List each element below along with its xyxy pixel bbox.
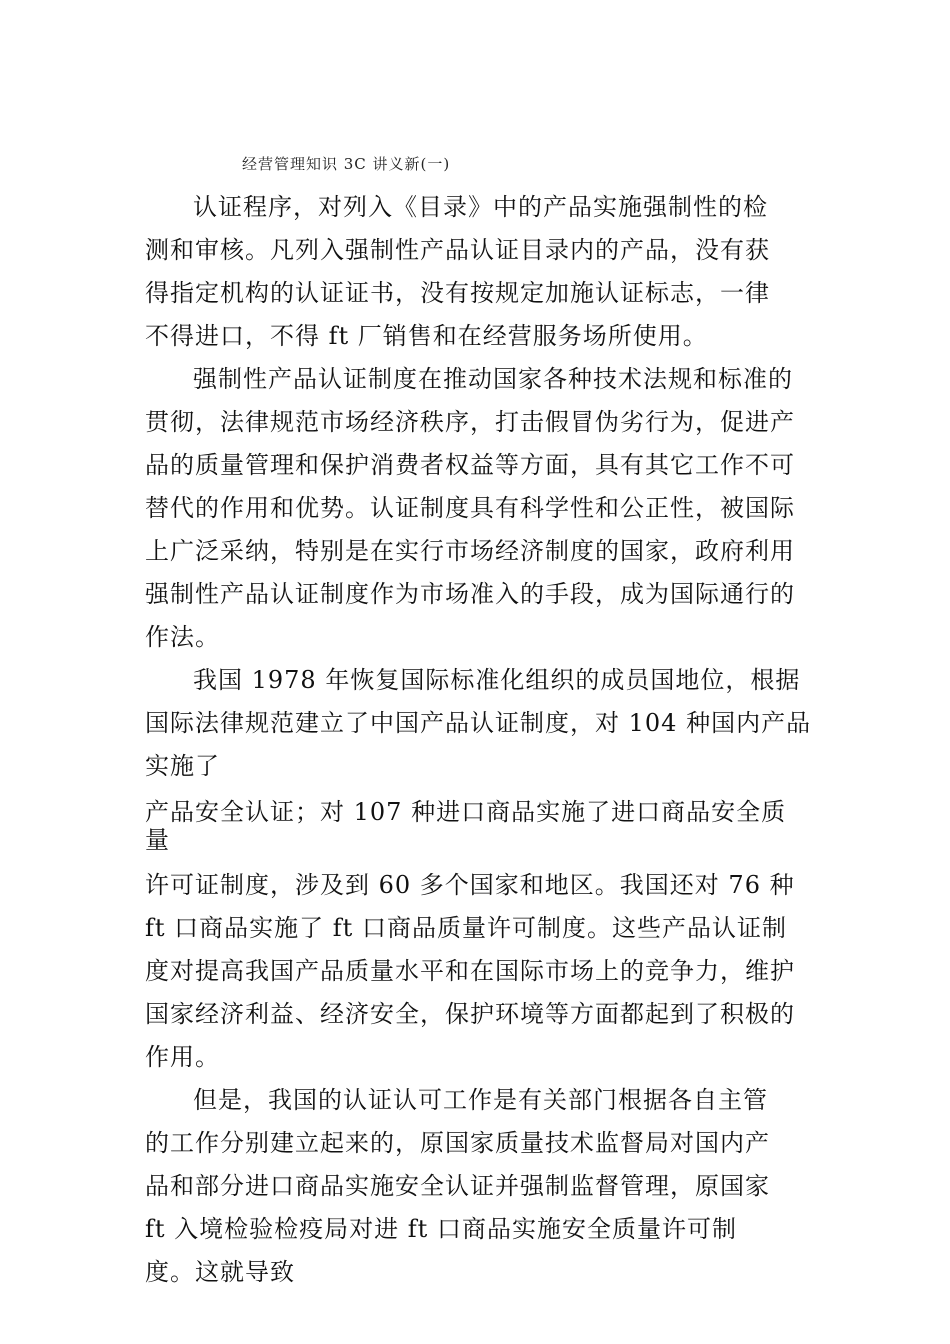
- text-line: ft 入境检验检疫局对进 ft 口商品实施安全质量许可制: [145, 1215, 737, 1243]
- text-line: 量: [145, 826, 170, 854]
- text-line: 替代的作用和优势。认证制度具有科学性和公正性，被国际: [145, 494, 795, 522]
- text-line: 许可证制度，涉及到 60 多个国家和地区。我国还对 76 种: [145, 871, 795, 899]
- text-line: 认证程序，对列入《目录》中的产品实施强制性的检: [193, 193, 768, 221]
- text-line: ft 口商品实施了 ft 口商品质量许可制度。这些产品认证制: [145, 914, 787, 942]
- page-header: 经营管理知识 3C 讲义新(一): [242, 155, 451, 173]
- text-line: 度。这就导致: [145, 1258, 295, 1286]
- text-line: 国家经济利益、经济安全，保护环境等方面都起到了积极的: [145, 1000, 795, 1028]
- text-line: 作用。: [145, 1043, 220, 1071]
- text-line: 贯彻，法律规范市场经济秩序，打击假冒伪劣行为，促进产: [145, 408, 795, 436]
- text-line: 实施了: [145, 752, 220, 780]
- text-line: 强制性产品认证制度在推动国家各种技术法规和标准的: [193, 365, 793, 393]
- text-line: 作法。: [145, 623, 220, 651]
- text-line: 强制性产品认证制度作为市场准入的手段，成为国际通行的: [145, 580, 795, 608]
- text-line: 国际法律规范建立了中国产品认证制度，对 104 种国内产品: [145, 709, 812, 737]
- text-line: 但是，我国的认证认可工作是有关部门根据各自主管: [193, 1086, 768, 1114]
- text-line: 产品安全认证；对 107 种进口商品实施了进口商品安全质: [145, 798, 787, 826]
- text-line: 的工作分别建立起来的，原国家质量技术监督局对国内产: [145, 1129, 770, 1157]
- text-line: 度对提高我国产品质量水平和在国际市场上的竞争力，维护: [145, 957, 795, 985]
- text-line: 我国 1978 年恢复国际标准化组织的成员国地位，根据: [193, 666, 801, 694]
- text-line: 品的质量管理和保护消费者权益等方面，具有其它工作不可: [145, 451, 795, 479]
- text-line: 品和部分进口商品实施安全认证并强制监督管理，原国家: [145, 1172, 770, 1200]
- document-body: [145, 186, 815, 1294]
- text-line: 上广泛采纳，特别是在实行市场经济制度的国家，政府利用: [145, 537, 795, 565]
- text-line: 测和审核。凡列入强制性产品认证目录内的产品，没有获: [145, 236, 770, 264]
- text-line: 得指定机构的认证证书，没有按规定加施认证标志，一律: [145, 279, 770, 307]
- text-line: 不得进口，不得 ft 厂销售和在经营服务场所使用。: [145, 322, 708, 350]
